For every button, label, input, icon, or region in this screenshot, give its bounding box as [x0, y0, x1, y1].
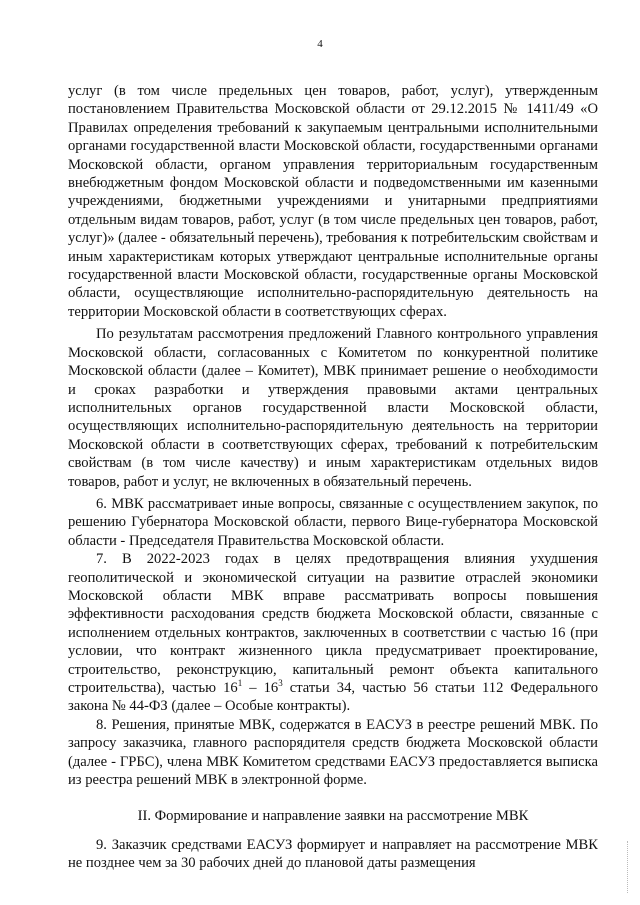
item-7-superscript-1: 1	[237, 678, 243, 689]
paragraph-item-6: 6. МВК рассматривает иные вопросы, связанные с осуществлением закупок, по решению Губернатора Московской области, первого Вице-губернатора Московской области - Председателя Правительства Московской области.	[68, 495, 598, 549]
item-7-text: 7. В 2022-2023 годах в целях предотвращения влияния ухудшения геополитической и экономической ситуации на развитие отраслей экономики Московской области МВК вправе рассматривать вопросы повышения эффективности расходования средств бюджета Московской области, связанные с исполнением отдельных контрактов, заключенных в соответствии с частью 16 (при условии, что контракт жизненного цикла предусматривает проектирование, строительство, реконструкцию, капитальный ремонт объекта капитального строительства), частью 16	[68, 551, 598, 696]
paragraph-item-7	[68, 550, 598, 716]
paragraph-review-results: По результатам рассмотрения предложений Главного контрольного управления Московской области, согласованных с Комитетом по конкурентной политике Московской области (далее – Комитет), МВК принимает решение о необходимости и сроках разработки и утверждения правовыми актами центральных исполнительных органов государственной власти Московской области, осуществляющих исполнительно-распорядительную деятельность на территории Московской области в соответствующих сферах, требований к потребительским свойствам (в том числе качеству) и иным характеристикам отдельных видов товаров, работ и услуг, не включенных в обязательный перечень.	[68, 326, 598, 490]
item-7-text-end: статьи 34, частью 56 статьи 112 Федерального закона № 44-ФЗ (далее – Особые контракты).	[68, 680, 599, 715]
document-body	[68, 82, 598, 873]
page-number: 4	[317, 38, 323, 50]
section-heading: II. Формирование и направление заявки на рассмотрение МВК	[137, 808, 529, 825]
paragraph-item-8: 8. Решения, принятые МВК, содержатся в ЕАСУЗ в реестре решений МВК. По запросу заказчика, главного распорядителя средств бюджета Московской области (далее - ГРБС), члена МВК Комитетом средствами ЕАСУЗ предоставляется выписка из реестра решений МВК в электронной форме.	[68, 716, 598, 789]
item-7-range: – 16	[242, 680, 279, 696]
item-7-superscript-3: 3	[278, 678, 283, 689]
scan-edge-mark	[627, 841, 634, 893]
paragraph-continuation: услуг (в том числе предельных цен товаров, работ, услуг), утвержденным постановлением Правительства Московской области от 29.12.2015 № 1411/49 «О Правилах определения требований к закупаемым центральными исполнительными органами государственной власти Московской области, государственными органами Московской области, органом управления территориальным государственным внебюджетным фондом Московской области и подведомственными им казенными учреждениями, бюджетными учреждениями и унитарными предприятиями отдельным видам товаров, работ, услуг (в том числе предельных цен товаров, работ, услуг)» (далее - обязательный перечень), требования к потребительским свойствам и иным характеристикам которых утверждают центральные исполнительные органы государственной власти Московской области, государственные органы Московской области, осуществляющие исполнительно-распорядительную деятельность на территории Московской области в соответствующих сферах.	[68, 83, 598, 320]
paragraph-item-9: 9. Заказчик средствами ЕАСУЗ формирует и направляет на рассмотрение МВК не позднее чем за 30 рабочих дней до плановой даты размещения	[68, 836, 598, 872]
